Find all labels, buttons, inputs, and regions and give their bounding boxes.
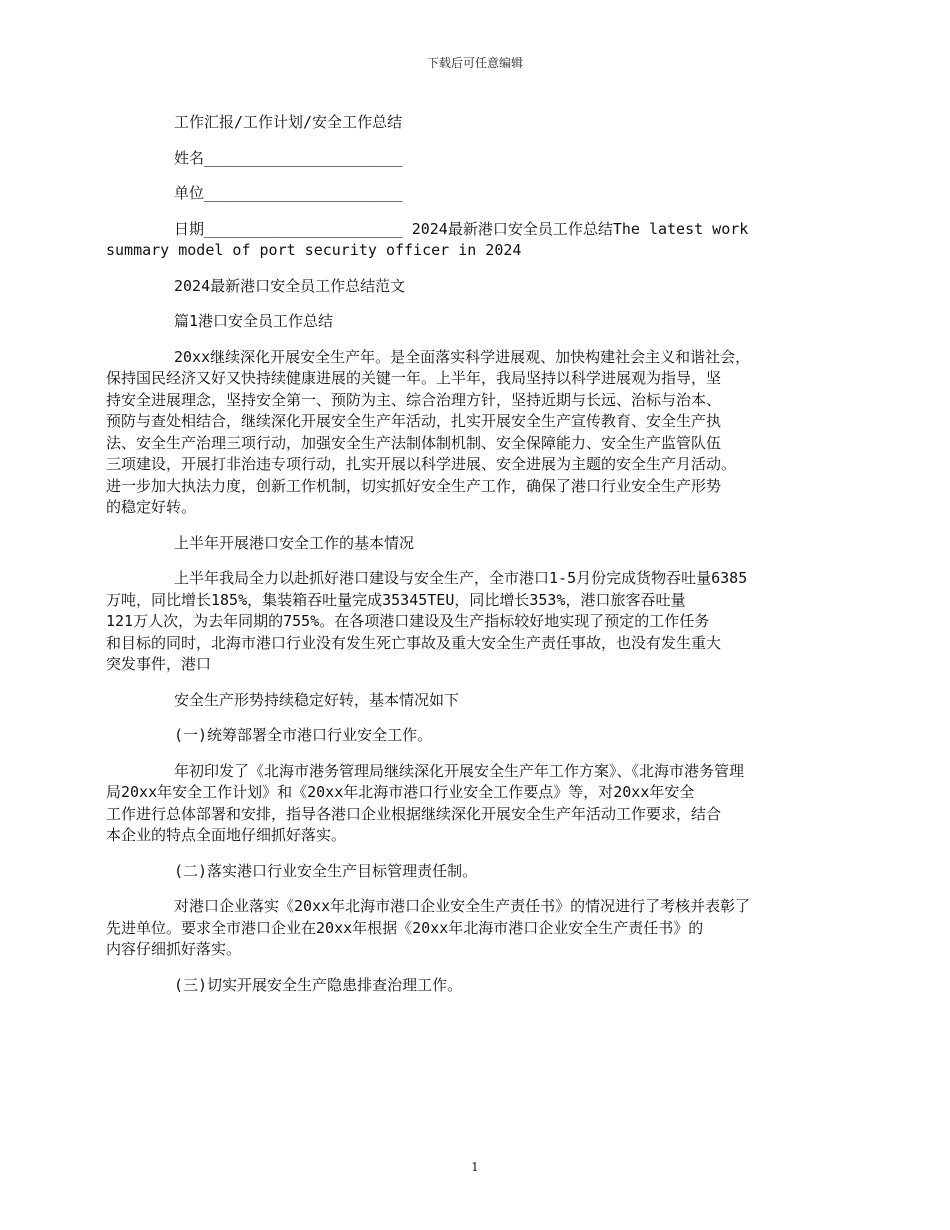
paragraph-1 bbox=[106, 347, 820, 519]
paragraph-2-line: 和目标的同时，北海市港口行业没有发生死亡事故及重大安全生产责任事故，也没有发生重大 bbox=[106, 633, 722, 652]
name-field-line: 姓名______________________ bbox=[174, 148, 403, 167]
paragraph-3-line: 年初印发了《北海市港务管理局继续深化开展安全生产年工作方案》、《北海市港务管理 bbox=[174, 761, 745, 780]
date-title-paragraph bbox=[106, 219, 820, 262]
paragraph-2-line: 万吨，同比增长185%，集装箱吞吐量完成35345TEU，同比增长353%，港口旅客吞吐量 bbox=[106, 590, 686, 609]
date-title-line-1: 日期______________________ 2024最新港口安全员工作总结The latest work bbox=[174, 219, 749, 238]
page-number: 1 bbox=[471, 1160, 479, 1174]
paragraph-4-line: 对港口企业落实《20xx年北海市港口企业安全生产责任书》的情况进行了考核并表彰了 bbox=[174, 897, 751, 915]
paragraph-2-line: 上半年我局全力以赴抓好港口建设与安全生产，全市港口1-5月份完成货物吞吐量6385 bbox=[174, 569, 748, 587]
item-1-heading: (一)统筹部署全市港口行业安全工作。 bbox=[174, 726, 433, 744]
paragraph-1-line: 预防与查处相结合，继续深化开展安全生产年活动，扎实开展安全生产宣传教育、安全生产执 bbox=[106, 412, 722, 430]
paragraph-4-line: 内容仔细抓好落实。 bbox=[106, 940, 242, 958]
document-title-line: 工作汇报/工作计划/安全工作总结 bbox=[174, 113, 403, 131]
paragraph-4-line: 先进单位。要求全市港口企业在20xx年根据《20xx年北海市港口企业安全生产责任书》的 bbox=[106, 918, 704, 937]
date-title-line-2: summary model of port security officer in 2024 bbox=[106, 241, 522, 259]
item-2-heading: (二)落实港口行业安全生产目标管理责任制。 bbox=[174, 861, 478, 880]
chapter-heading: 篇1港口安全员工作总结 bbox=[174, 312, 334, 330]
paragraph-2 bbox=[106, 568, 820, 676]
paragraph-4 bbox=[106, 896, 820, 961]
paragraph-3-line: 本企业的特点全面地仔细抓好落实。 bbox=[106, 826, 347, 844]
paragraph-1-line: 保持国民经济又好又快持续健康进展的关键一年。上半年，我局坚持以科学进展观为指导，坚 bbox=[106, 369, 722, 387]
paragraph-2-line: 突发事件，港口 bbox=[106, 655, 212, 673]
section-heading-2: 安全生产形势持续稳定好转，基本情况如下 bbox=[174, 690, 460, 709]
subtitle: 2024最新港口安全员工作总结范文 bbox=[174, 276, 406, 295]
paragraph-2-line: 121万人次，为去年同期的755%。在各项港口建设及生产指标较好地实现了预定的工作任务 bbox=[106, 612, 710, 630]
paragraph-3 bbox=[106, 761, 820, 847]
section-heading-1: 上半年开展港口安全工作的基本情况 bbox=[174, 533, 415, 552]
item-3-heading: (三)切实开展安全生产隐患排查治理工作。 bbox=[174, 975, 463, 994]
paragraph-1-line: 持安全进展理念，坚持安全第一、预防为主、综合治理方针，坚持近期与长远、治标与治本、 bbox=[106, 390, 722, 409]
page-header: 下载后可任意编辑 bbox=[426, 56, 523, 70]
paragraph-1-line: 法、安全生产治理三项行动，加强安全生产法制体制机制、安全保障能力、安全生产监管队伍 bbox=[106, 433, 722, 452]
document-body bbox=[106, 112, 820, 1010]
unit-field-line: 单位______________________ bbox=[174, 184, 403, 202]
paragraph-1-line: 进一步加大执法力度，创新工作机制，切实抓好安全生产工作，确保了港口行业安全生产形势 bbox=[106, 476, 722, 495]
paragraph-3-line: 局20xx年安全工作计划》和《20xx年北海市港口行业安全工作要点》等，对20xx年安全 bbox=[106, 783, 695, 801]
paragraph-3-line: 工作进行总体部署和安排，指导各港口企业根据继续深化开展安全生产年活动工作要求，结合 bbox=[106, 804, 722, 823]
paragraph-1-line: 20xx继续深化开展安全生产年。是全面落实科学进展观、加快构建社会主义和谐社会， bbox=[174, 347, 751, 366]
paragraph-1-line: 三项建设，开展打非治违专项行动，扎实开展以科学进展、安全进展为主题的安全生产月活动。 bbox=[106, 455, 737, 473]
paragraph-1-line: 的稳定好转。 bbox=[106, 498, 197, 516]
